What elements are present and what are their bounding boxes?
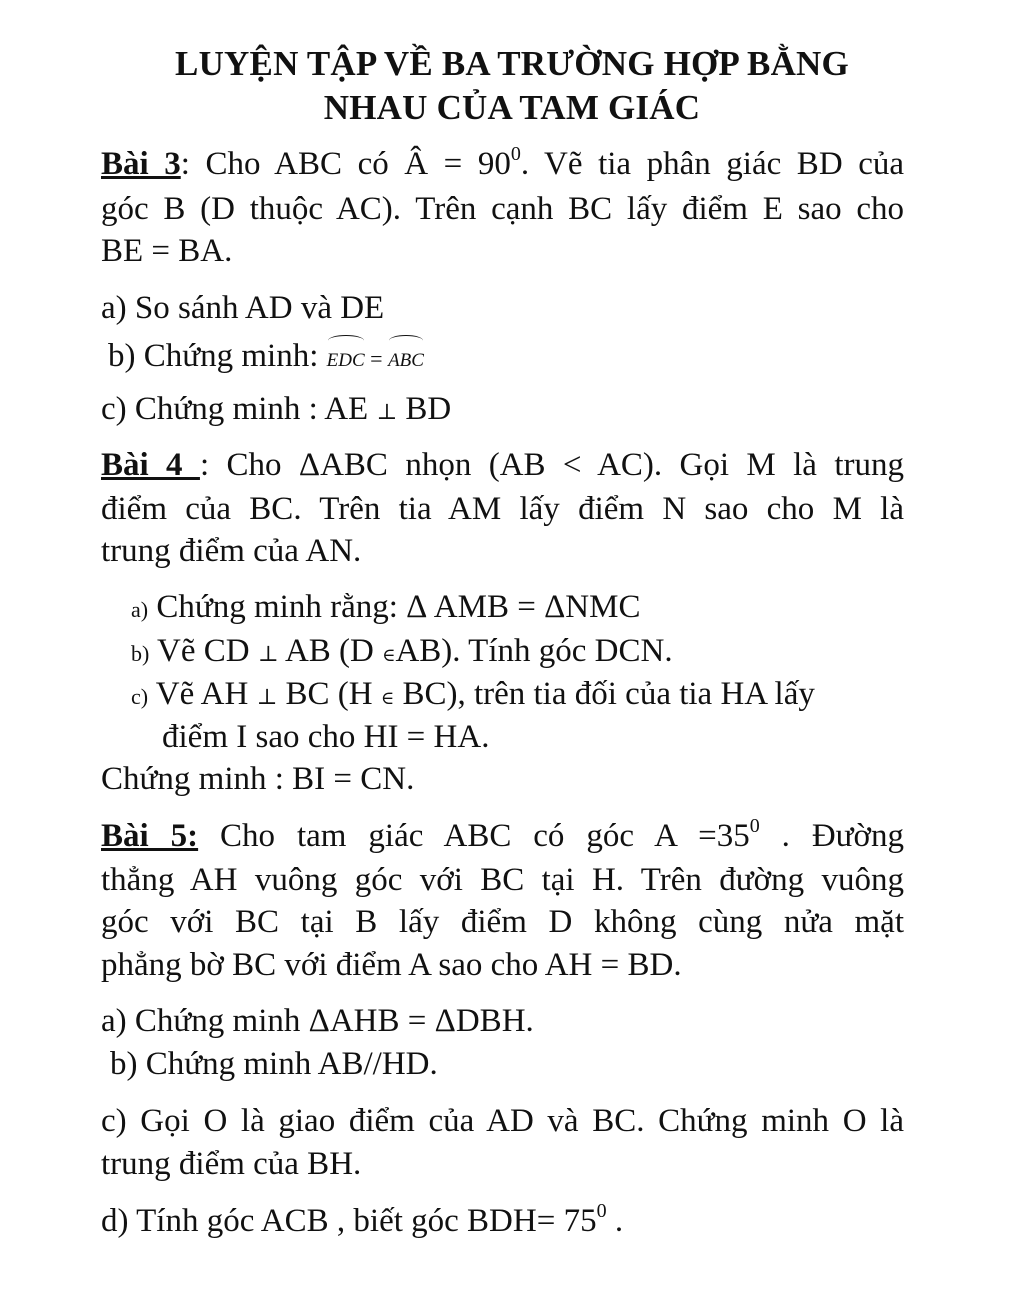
perpendicular-symbol: ⊥ xyxy=(256,684,278,709)
bai5-part-d: d) Tính góc ACB , biết góc $BDH= 75^0$ . xyxy=(101,1200,624,1239)
page-title-line-2: NHAU CỦA TAM GIÁC xyxy=(323,88,701,127)
bai4-label: Bài 4 xyxy=(101,447,200,483)
bai3-part-a: a) So sánh AD và DE xyxy=(101,290,385,326)
bai5-line-1: Bài 5: Cho tam giác ABC có góc $A =35^0$ . Đường xyxy=(101,815,904,854)
perpendicular-symbol: ⊥ xyxy=(376,399,398,424)
bai5-line-3: góc với BC tại B lấy điểm D không cùng nửa mặt xyxy=(101,904,904,940)
bai3-line-1: Bài 3: Cho ABC có Â = $90^0$. Vẽ tia phân giác BD của xyxy=(101,143,904,182)
bai5-label: Bài 5: xyxy=(101,818,199,854)
bai3-part-b: b) Chứng minh: EDC = ABC xyxy=(108,333,911,381)
bai5-part-b: b) Chứng minh AB//HD. xyxy=(110,1046,438,1082)
bai5-line-4: phẳng bờ BC với điểm A sao cho AH = BD. xyxy=(101,947,682,983)
arc-abc-angle: ABC xyxy=(388,333,424,381)
arc-edc-angle: EDC xyxy=(327,333,365,381)
bai3-part-c: c) Chứng minh : AE ⊥ BD xyxy=(101,391,452,427)
bai4-line-2: điểm của BC. Trên tia AM lấy điểm N sao cho M là xyxy=(101,491,904,527)
bai4-part-c: c) Vẽ AH ⊥ BC (H ∈ BC), trên tia đối của tia HA lấy xyxy=(131,676,815,712)
bai3-label: Bài 3 xyxy=(101,146,181,182)
element-of-symbol: ∈ xyxy=(382,645,396,665)
bai5-part-a: a) Chứng minh ΔAHB = ΔDBH. xyxy=(101,1003,534,1039)
bai5-part-c-line-1: c) Gọi O là giao điểm của AD và BC. Chứng minh O là xyxy=(101,1103,904,1139)
bai4-part-b: b) Vẽ CD ⊥ AB (D ∈AB). Tính góc DCN. xyxy=(131,633,673,669)
bai5-line-2: thẳng AH vuông góc với BC tại H. Trên đường vuông xyxy=(101,862,904,898)
bai4-part-c-line-2: điểm I sao cho HI = HA. xyxy=(162,719,490,755)
bai4-line-1: Bài 4 : Cho ΔABC nhọn (AB < AC). Gọi M là trung xyxy=(101,447,904,483)
angle-a-hat: Â xyxy=(404,146,429,182)
bai4-part-a: a) Chứng minh rằng: Δ AMB = ΔNMC xyxy=(131,589,641,625)
bai4-prove: Chứng minh : BI = CN. xyxy=(101,761,415,797)
bai3-line-2: góc B (D thuộc AC). Trên cạnh BC lấy điểm E sao cho xyxy=(101,191,904,227)
bai3-line-3: BE = BA. xyxy=(101,233,233,269)
element-of-symbol: ∈ xyxy=(380,688,395,708)
perpendicular-symbol: ⊥ xyxy=(257,641,279,666)
bai4-line-3: trung điểm của AN. xyxy=(101,533,362,569)
page-title-line-1: LUYỆN TẬP VỀ BA TRƯỜNG HỢP BẰNG xyxy=(175,44,849,83)
bai5-part-c-line-2: trung điểm của BH. xyxy=(101,1146,362,1182)
